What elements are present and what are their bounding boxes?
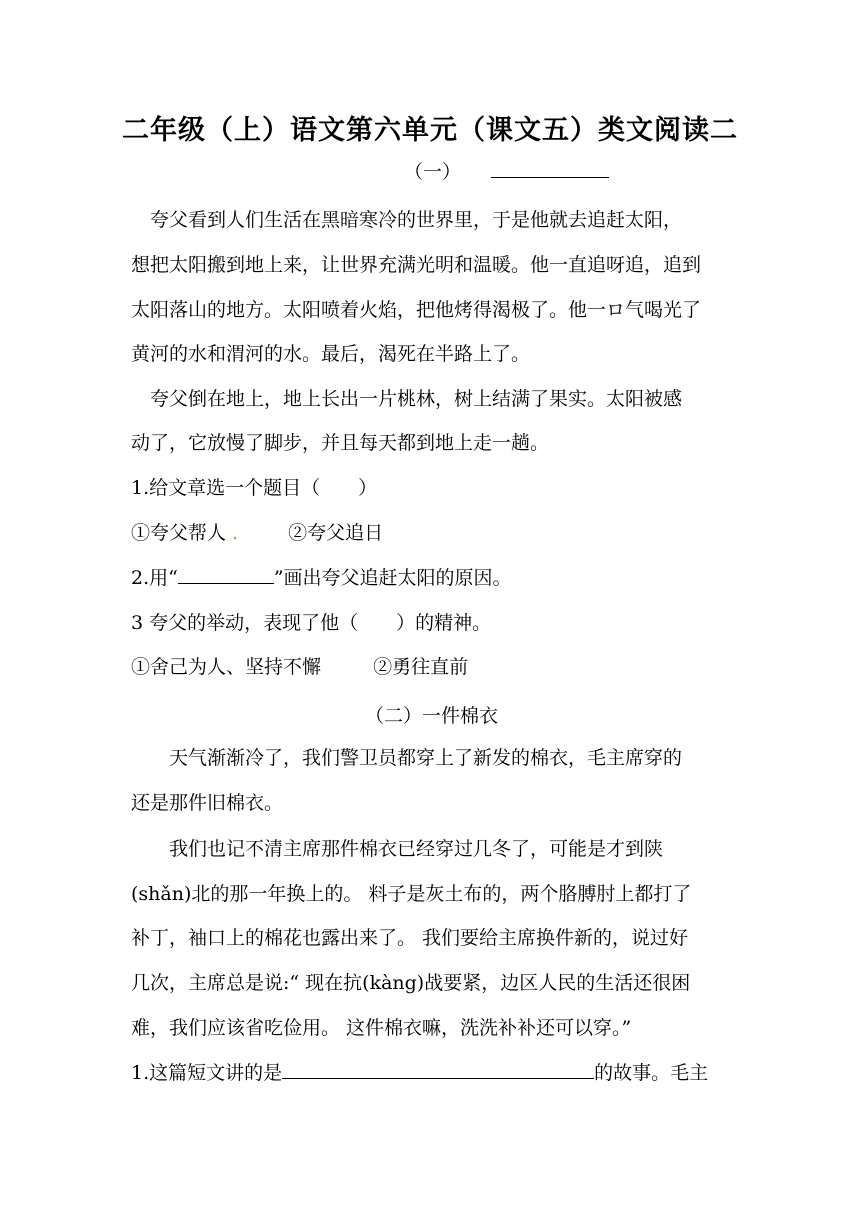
s1-question-1-options [131,518,731,548]
s1-paragraph-line: 黄河的水和渭河的水。最后，渴死在半路上了。 [131,343,531,365]
s2-q1-text-start: 1.这篇短文讲的是 [131,1062,283,1084]
s2-paragraph-line: 我们也记不清主席那件棉衣已经穿过几冬了，可能是才到陕 [131,838,664,860]
section2-heading: （二）一件棉衣 [365,705,499,727]
s2-paragraph-line: 补丁，袖口上的棉花也露出来了。 我们要给主席换件新的，说过好 [131,927,689,949]
s2-paragraph-line: 难，我们应该省吃俭用。 这件棉衣嘛，洗洗补补还可以穿。” [131,1017,632,1039]
q3-option-1: ①舍己为人、坚持不懈 [131,656,322,678]
s1-paragraph-line: 想把太阳搬到地上来，让世界充满光明和温暖。他一直追呀追，追到 [131,254,702,276]
s2-paragraph-line: 几次，主席总是说:“ 现在抗(kàng)战要紧，边区人民的生活还很困 [131,972,691,994]
s1-paragraph-line: 夸父倒在地上，地上长出一片桃林，树上结满了果实。太阳被感 [131,388,683,410]
s2-paragraph-line: 还是那件旧棉衣。 [131,792,284,814]
q1-option-1: ①夸父帮人 [131,522,227,544]
s2-paragraph-line: 天气渐渐冷了，我们警卫员都穿上了新发的棉衣，毛主席穿的 [131,747,683,769]
s2-q1-underline-blank [282,1058,594,1079]
s2-paragraph-line: (shǎn)北的那一年换上的。 料子是灰土布的，两个胳膊肘上都打了 [131,883,692,905]
s1-question-3: 3 夸父的举动，表现了他（ ）的精神。 [131,612,492,634]
q3-option-2: ②勇往直前 [373,656,469,678]
page-title: 二年级（上）语文第六单元（课文五）类文阅读二 [122,115,738,146]
q2-underline-blank [178,563,274,584]
section1-title-blank [491,157,609,178]
s1-paragraph-line: 动了，它放慢了脚步，并且每天都到地上走一趟。 [131,432,550,454]
section1-heading [404,157,860,187]
stray-mark: . [226,522,239,544]
section1-heading-label: （一） [404,161,462,183]
s1-paragraph-line: 太阳落山的地方。太阳喷着火焰，把他烤得渴极了。他一ロ气喝光了 [131,299,702,321]
s1-question-1: 1.给文章选一个题目（ ） [131,477,378,499]
s1-question-3-options [131,652,731,682]
q1-option-2: ②夸父追日 [288,522,384,544]
q2-text-end: ”画出夸父追赶太阳的原因。 [273,567,512,589]
s2-q1-text-end: 的故事。毛主 [594,1062,709,1084]
q2-text-start: 2.用“ [131,567,178,589]
s1-paragraph-line: 夸父看到人们生活在黑暗寒冷的世界里，于是他就去追赶太阳， [131,209,683,231]
s1-question-2 [131,563,731,593]
s2-question-1 [131,1058,731,1088]
